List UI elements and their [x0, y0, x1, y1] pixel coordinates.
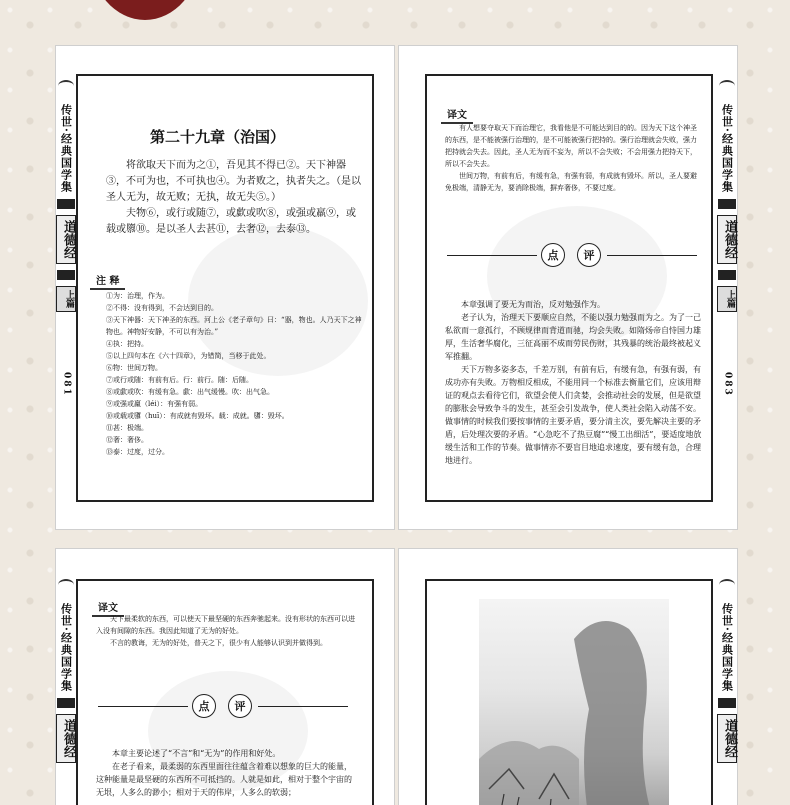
page-number-right: 083 [722, 371, 733, 397]
main-paragraph: 夫物⑥，或行或随⑦，或歔或吹⑧，或强或羸⑨，或载或隳⑩。是以圣人去甚⑪，去奢⑫，去泰⑬。 [106, 208, 356, 235]
badge-divider [607, 255, 697, 256]
series-ribbon-text: 传世·经典国学集 [720, 104, 734, 193]
ribbon-bar [718, 199, 736, 209]
text-frame [76, 74, 374, 502]
book-tab: 道德经 [56, 714, 76, 763]
left-side-ribbon [57, 104, 75, 397]
badge-divider [98, 706, 188, 707]
yiwen-paragraph: 不言的教诲，无为的好处，普天之下，很少有人能够认识到并做得到。 [110, 639, 327, 647]
painting-frame [425, 579, 713, 805]
dianping-badge-dian: 点 [541, 243, 565, 267]
landscape-painting [479, 599, 669, 805]
deer-ornament-icon [719, 80, 735, 92]
text-frame [425, 74, 713, 502]
yiwen-paragraph: 天下最柔软的东西，可以使天下最坚硬的东西奔驰起来。没有形状的东西可以进入没有间隙的东西。我因此知道了无为的好处。 [96, 615, 355, 635]
dianping-badge-dian: 点 [192, 694, 216, 718]
page-number-left: 081 [61, 371, 72, 397]
book-tab: 道德经 [56, 215, 76, 264]
ribbon-bar [57, 698, 75, 708]
left-side-ribbon [57, 603, 75, 763]
dianping-badge-ping: 评 [228, 694, 252, 718]
note-item: ④执：把持。 [106, 340, 148, 348]
volume-tab: 上篇 [717, 286, 737, 312]
page-top-right [398, 45, 738, 530]
page-bottom-right [398, 548, 738, 805]
page-bottom-left [55, 548, 395, 805]
note-item: ⑩或载或隳（huī）：有成就有毁坏。载：成就。隳：毁坏。 [106, 412, 289, 420]
main-paragraph: 将欲取天下而为之①，吾见其不得已②。天下神器③，不可为也，不可执也④。为者败之，执者失之。（是以圣人无为，故无败；无执，故无失⑤。） [106, 160, 361, 203]
book-tab: 道德经 [717, 215, 737, 264]
dianping-badge-ping: 评 [577, 243, 601, 267]
chapter-title: 第二十九章（治国） [150, 128, 286, 146]
commentary-paragraph: 在老子看来，最柔弱的东西里面往往蕴含着难以想象的巨大的能量，这种能量是最坚硬的东西所不可抵挡的。人就是如此，相对于整个宇宙的无垠，人多么的渺小；相对于天的伟岸，人多么的软弱； [96, 762, 352, 797]
yiwen-heading: 译文 [92, 599, 124, 617]
note-item: ③天下神器：天下神圣的东西。河上公《老子章句》曰：“器，物也。人乃天下之神物也。神物好安静，不可以有为治。” [106, 316, 362, 336]
right-side-ribbon [718, 104, 736, 397]
note-item: ⑫奢：奢侈。 [106, 436, 148, 444]
ribbon-bar [57, 270, 75, 280]
deer-ornament-icon [58, 579, 74, 591]
yiwen-paragraph: 世间万物，有前有后，有缓有急，有强有弱，有成就有毁坏。所以，圣人要避免极端，清静无为，要消除极端，摒弃奢侈，不要过度。 [445, 172, 697, 192]
ribbon-bar [718, 270, 736, 280]
yiwen-text [96, 613, 358, 649]
commentary-paragraph: 本章主要论述了“不言”和“无为”的作用和好处。 [112, 749, 281, 758]
yiwen-text [445, 122, 703, 194]
commentary-text [96, 747, 358, 799]
text-frame [76, 579, 374, 805]
commentary-text [445, 298, 703, 467]
yiwen-heading: 译文 [441, 106, 473, 124]
badge-divider [258, 706, 348, 707]
ribbon-bar [57, 199, 75, 209]
page-top-left [55, 45, 395, 530]
note-item: ⑦或行或随：有前有后。行：前行。随：后随。 [106, 376, 253, 384]
note-item: ⑬泰：过度，过分。 [106, 448, 169, 456]
series-ribbon-text: 传世·经典国学集 [59, 603, 73, 692]
series-ribbon-text: 传世·经典国学集 [720, 603, 734, 692]
chapter-main-text [106, 158, 364, 238]
deer-ornament-icon [719, 579, 735, 591]
commentary-paragraph: 老子认为，治理天下要顺应自然，不能以强力勉强而为之。为了一己私欲而一意孤行，不顾规律而背道而驰，均会失败。如隋炀帝自恃国力雄厚，生活奢华腐化，三征高丽不成而劳民伤财，其残暴的统治最终被起义军推翻。 [445, 313, 701, 361]
note-item: ①为：治理，作为。 [106, 292, 169, 300]
notes-list [106, 290, 366, 458]
right-side-ribbon [718, 603, 736, 763]
notes-heading: 注 释 [90, 272, 125, 290]
commentary-paragraph: 本章强调了要无为而治，反对勉强作为。 [461, 300, 605, 309]
deer-ornament-icon [58, 80, 74, 92]
note-item: ⑨或强或羸（léi）：有强有弱。 [106, 400, 203, 408]
yiwen-paragraph: 有人想要夺取天下而治理它，我看他是不可能达到目的的。因为天下这个神圣的东西，是不能被强行治理的，是不可能被强行把持的。强行治理就会失败，强力把持就会失去。因此，圣人无为而不妄为，所以不会失败；不会用强力把持天下，所以不会失去。 [445, 124, 697, 168]
note-item: ⑤以上四句本在《六十四章》，为错简，当移于此处。 [106, 352, 271, 360]
note-item: ⑧或歔或吹：有缓有急。歔：出气缓慢。吹：出气急。 [106, 388, 274, 396]
badge-divider [447, 255, 537, 256]
decorative-red-seal [90, 0, 200, 20]
volume-tab: 上篇 [56, 286, 76, 312]
ribbon-bar [718, 698, 736, 708]
mountain-illustration [479, 599, 669, 805]
note-item: ⑪甚：极端。 [106, 424, 148, 432]
commentary-paragraph: 天下万物多姿多态，千差万别，有前有后，有缓有急，有强有弱，有成功亦有失败。万物相反相成，不能用同一个标准去衡量它们，应该用辩证的观点去看待它们，欲望会使人们贪婪，会推动社会的发展，但是欲望的膨胀会导致争斗的发生，甚至会引发战争，使人类社会陷入动荡不安。做事情的时候我们要按事情的主要矛盾，要分清主次，要先解决主要的矛盾，后处理次要的矛盾。“心急吃不了热豆腐”“慢工出细活”，要适度地放缓生活和工作的节奏。做事情亦不要盲目地追求速度，要有缓有急，合理地进行。 [445, 365, 702, 465]
note-item: ⑥物：世间万物。 [106, 364, 162, 372]
series-ribbon-text: 传世·经典国学集 [59, 104, 73, 193]
book-tab: 道德经 [717, 714, 737, 763]
note-item: ②不得：没有得到，不会达到目的。 [106, 304, 218, 312]
